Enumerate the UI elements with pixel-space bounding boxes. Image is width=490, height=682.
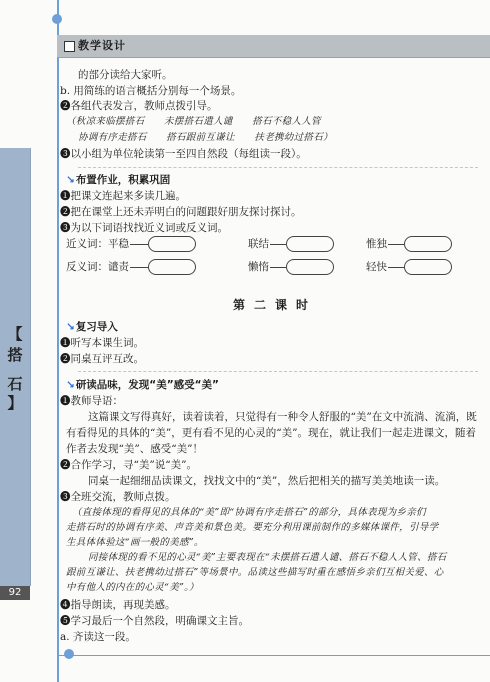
chapter-title: 第二课时 [232,298,317,312]
note-line: 走搭石时的协调有序美、声音美和景色美。要充分利用课前制作的多媒体课件，引导学 [66,522,439,533]
synonym-word: 联结 [248,238,269,250]
synonym-word: 惟独 [366,238,387,250]
note-line: （直接体现的看得见的具体的“美”即“协调有序走搭石”的部分，具体表现为乡亲们 [72,507,426,518]
connector-line [270,244,286,245]
header-title: 教学设计 [78,39,126,52]
section-divider [78,371,478,373]
list-item: ❸全班交流，教师点拨。 [60,491,176,503]
section-divider [78,167,478,169]
list-item: ❶把课文连起来多读几遍。 [60,190,186,202]
list-item: ❹指导朗读，再现美感。 [60,599,176,611]
connector-line [388,267,404,268]
margin-rule [57,0,59,682]
paragraph-line: 作者去发现“美”、感受“美”！ [66,443,203,455]
note-line: 中有他人的内在的心灵“美”。） [66,582,199,593]
list-item: ❷把在课堂上还未弄明白的问题跟好朋友探讨探讨。 [60,206,302,218]
section-heading-study: ↘研读品味，发现“美”感受“美” [66,379,219,391]
scene-list: （秋凉来临摆搭石 未摆搭石遣人谴 搭石不稳人人管 [66,116,321,127]
text-line: ❸以小组为单位轮读第一至四自然段（每组读一段）。 [60,148,307,160]
list-item: ❺学习最后一个自然段，明确课文主旨。 [60,615,249,627]
text-line: ❷各组代表发言，教师点拨引导。 [60,100,218,112]
connector-line [130,267,148,268]
list-item: a. 齐读这一段。 [60,631,136,643]
header-checkbox-icon [64,41,75,52]
arrow-icon: ↘ [66,321,75,333]
answer-oval [148,259,196,275]
footer-dot [64,649,74,659]
section-heading-review: ↘复习导入 [66,321,118,333]
note-line: 生具体体验这“画一般的美感”。 [66,537,204,548]
answer-oval [148,236,196,252]
connector-line [130,244,148,245]
lesson-title: 【 搭 石 】 [7,325,23,412]
list-item: ❸为以下词语找找近义词或反义词。 [60,222,228,234]
list-item: ❷合作学习，寻“美”说“美”。 [60,459,197,471]
text-line: 的部分读给大家听。 [78,69,173,81]
list-item: ❶听写本课生词。 [60,337,144,349]
page-number: 92 [0,586,30,600]
answer-oval [404,259,452,275]
connector-line [270,267,286,268]
paragraph-line: 这篇课文写得真好，读着读着，只觉得有一种令人舒服的“美”在文中流淌、流淌，既 [88,411,477,423]
footer-rule [57,655,490,656]
list-item: ❶教师导语： [60,395,123,407]
side-tab [0,148,31,586]
answer-oval [286,259,334,275]
arrow-icon: ↘ [66,174,75,186]
note-line: 跟前互谦让、扶老携幼过搭石”等场景中。品读这些描写时重在感悟乡亲们互相关爱、心 [66,567,444,578]
list-item: ❷同桌互评互改。 [60,353,144,365]
connector-line [388,244,404,245]
text-line: b. 用简练的语言概括分别每一个场景。 [60,85,242,97]
scene-list: 协调有序走搭石 搭石跟前互谦让 扶老携幼过搭石） [78,132,333,143]
answer-oval [404,236,452,252]
section-heading-homework: ↘布置作业，积累巩固 [66,174,171,186]
antonym-word: 懒惰 [248,261,269,273]
note-line: 同接体现的看不见的心灵“美”主要表现在“未摆搭石遣人谴、搭石不稳人人管、搭石 [88,552,447,563]
paragraph-line: 有看得见的具体的“美”，更有看不见的心灵的“美”。现在，就让我们一起走进课文，随着 [66,427,476,439]
synonym-label: 近义词：平稳 [66,238,129,250]
paragraph-line: 同桌一起细细品读课文，找找文中的“美”，然后把相关的描写美美地读一读。 [88,475,446,487]
answer-oval [286,236,334,252]
antonym-word: 轻快 [366,261,387,273]
antonym-label: 反义词：谴责 [66,261,129,273]
arrow-icon: ↘ [66,379,75,391]
